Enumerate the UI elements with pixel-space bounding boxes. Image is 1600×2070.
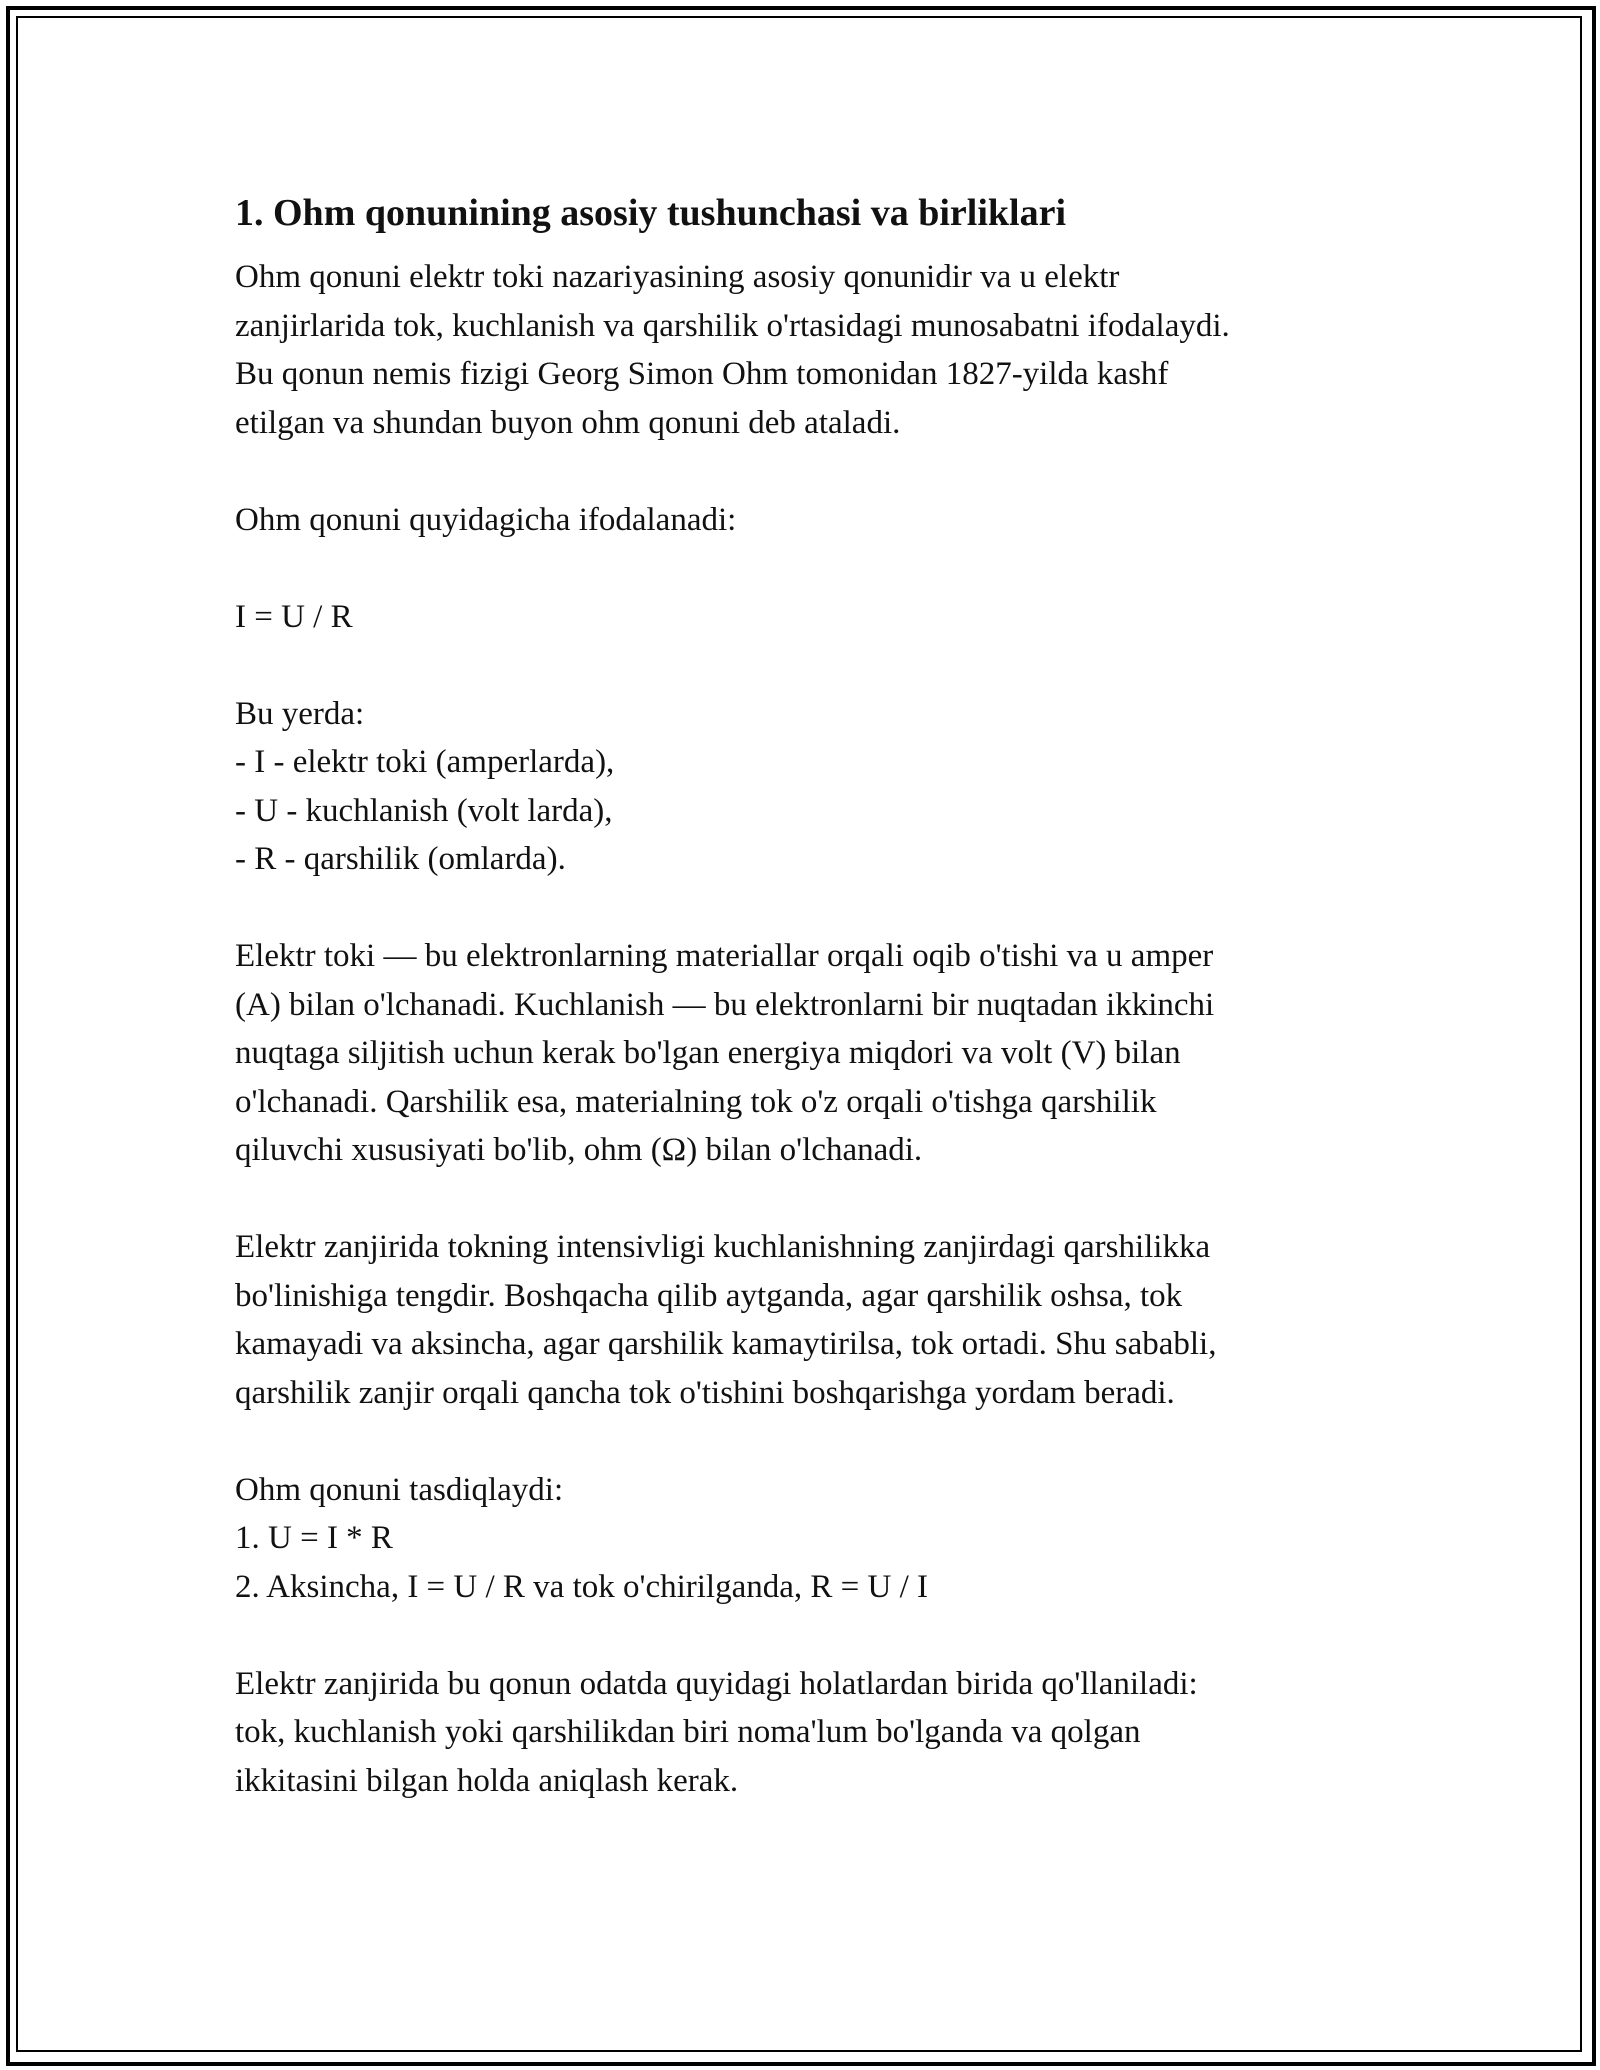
paragraph — [235, 690, 1395, 884]
text-line: 1. U = I * R — [235, 1520, 393, 1556]
text-line: tok, kuchlanish yoki qarshilikdan biri noma'lum bo'lganda va qolgan — [235, 1714, 1141, 1750]
paragraph-gap — [235, 1175, 1395, 1224]
text-line: Elektr zanjirida tokning intensivligi kuchlanishning zanjirdagi qarshilikka — [235, 1229, 1211, 1265]
document-page — [235, 185, 1395, 1805]
paragraph — [235, 1223, 1395, 1417]
text-line: o'lchanadi. Qarshilik esa, materialning tok o'z orqali o'tishga qarshilik — [235, 1083, 1157, 1120]
paragraph-gap — [235, 544, 1395, 593]
text-line: - U - kuchlanish (volt larda), — [235, 792, 613, 829]
paragraph-gap — [235, 641, 1395, 690]
paragraph-gap — [235, 1417, 1395, 1466]
text-line: qarshilik zanjir orqali qancha tok o'tishini boshqarishga yordam beradi. — [235, 1374, 1175, 1411]
paragraph — [235, 253, 1395, 447]
paragraph — [235, 932, 1395, 1175]
text-line: Ohm qonuni tasdiqlaydi: — [235, 1471, 564, 1508]
text-line: qiluvchi xususiyati bo'lib, ohm (Ω) bilan o'lchanadi. — [235, 1132, 923, 1168]
text-line: Elektr toki — bu elektronlarning materiallar orqali oqib o'tishi va u amper — [235, 938, 1214, 974]
text-line: nuqtaga siljitish uchun kerak bo'lgan energiya miqdori va volt (V) bilan — [235, 1035, 1181, 1071]
paragraph — [235, 593, 1395, 642]
text-line: - R - qarshilik (omlarda). — [235, 841, 566, 877]
text-line: Bu qonun nemis fizigi Georg Simon Ohm tomonidan 1827-yilda kashf — [235, 356, 1169, 392]
text-line: 2. Aksincha, I = U / R va tok o'chirilganda, R = U / I — [235, 1568, 928, 1605]
text-line: I = U / R — [235, 598, 353, 635]
document-body — [235, 253, 1395, 1805]
paragraph — [235, 1466, 1395, 1612]
paragraph-gap — [235, 1611, 1395, 1660]
text-line: zanjirlarida tok, kuchlanish va qarshilik o'rtasidagi munosabatni ifodalaydi. — [235, 307, 1230, 344]
text-line: Ohm qonuni elektr toki nazariyasining asosiy qonunidir va u elektr — [235, 259, 1120, 295]
paragraph — [235, 496, 1395, 545]
text-line: bo'linishiga tengdir. Boshqacha qilib aytganda, agar qarshilik oshsa, tok — [235, 1277, 1183, 1314]
text-line: Elektr zanjirida bu qonun odatda quyidagi holatlardan birida qo'llaniladi: — [235, 1665, 1198, 1702]
text-line: ikkitasini bilgan holda aniqlash kerak. — [235, 1762, 739, 1799]
paragraph-gap — [235, 447, 1395, 496]
text-line: etilgan va shundan buyon ohm qonuni deb ataladi. — [235, 404, 901, 441]
text-line: Ohm qonuni quyidagicha ifodalanadi: — [235, 501, 737, 538]
text-line: (A) bilan o'lchanadi. Kuchlanish — bu elektronlarni bir nuqtadan ikkinchi — [235, 986, 1215, 1023]
text-line: - I - elektr toki (amperlarda), — [235, 744, 615, 780]
text-line: Bu yerda: — [235, 695, 365, 732]
paragraph-gap — [235, 884, 1395, 933]
paragraph — [235, 1660, 1395, 1806]
text-line: kamayadi va aksincha, agar qarshilik kamaytirilsa, tok ortadi. Shu sababli, — [235, 1326, 1217, 1362]
section-heading: 1. Ohm qonunining asosiy tushunchasi va birliklari — [235, 192, 1067, 234]
